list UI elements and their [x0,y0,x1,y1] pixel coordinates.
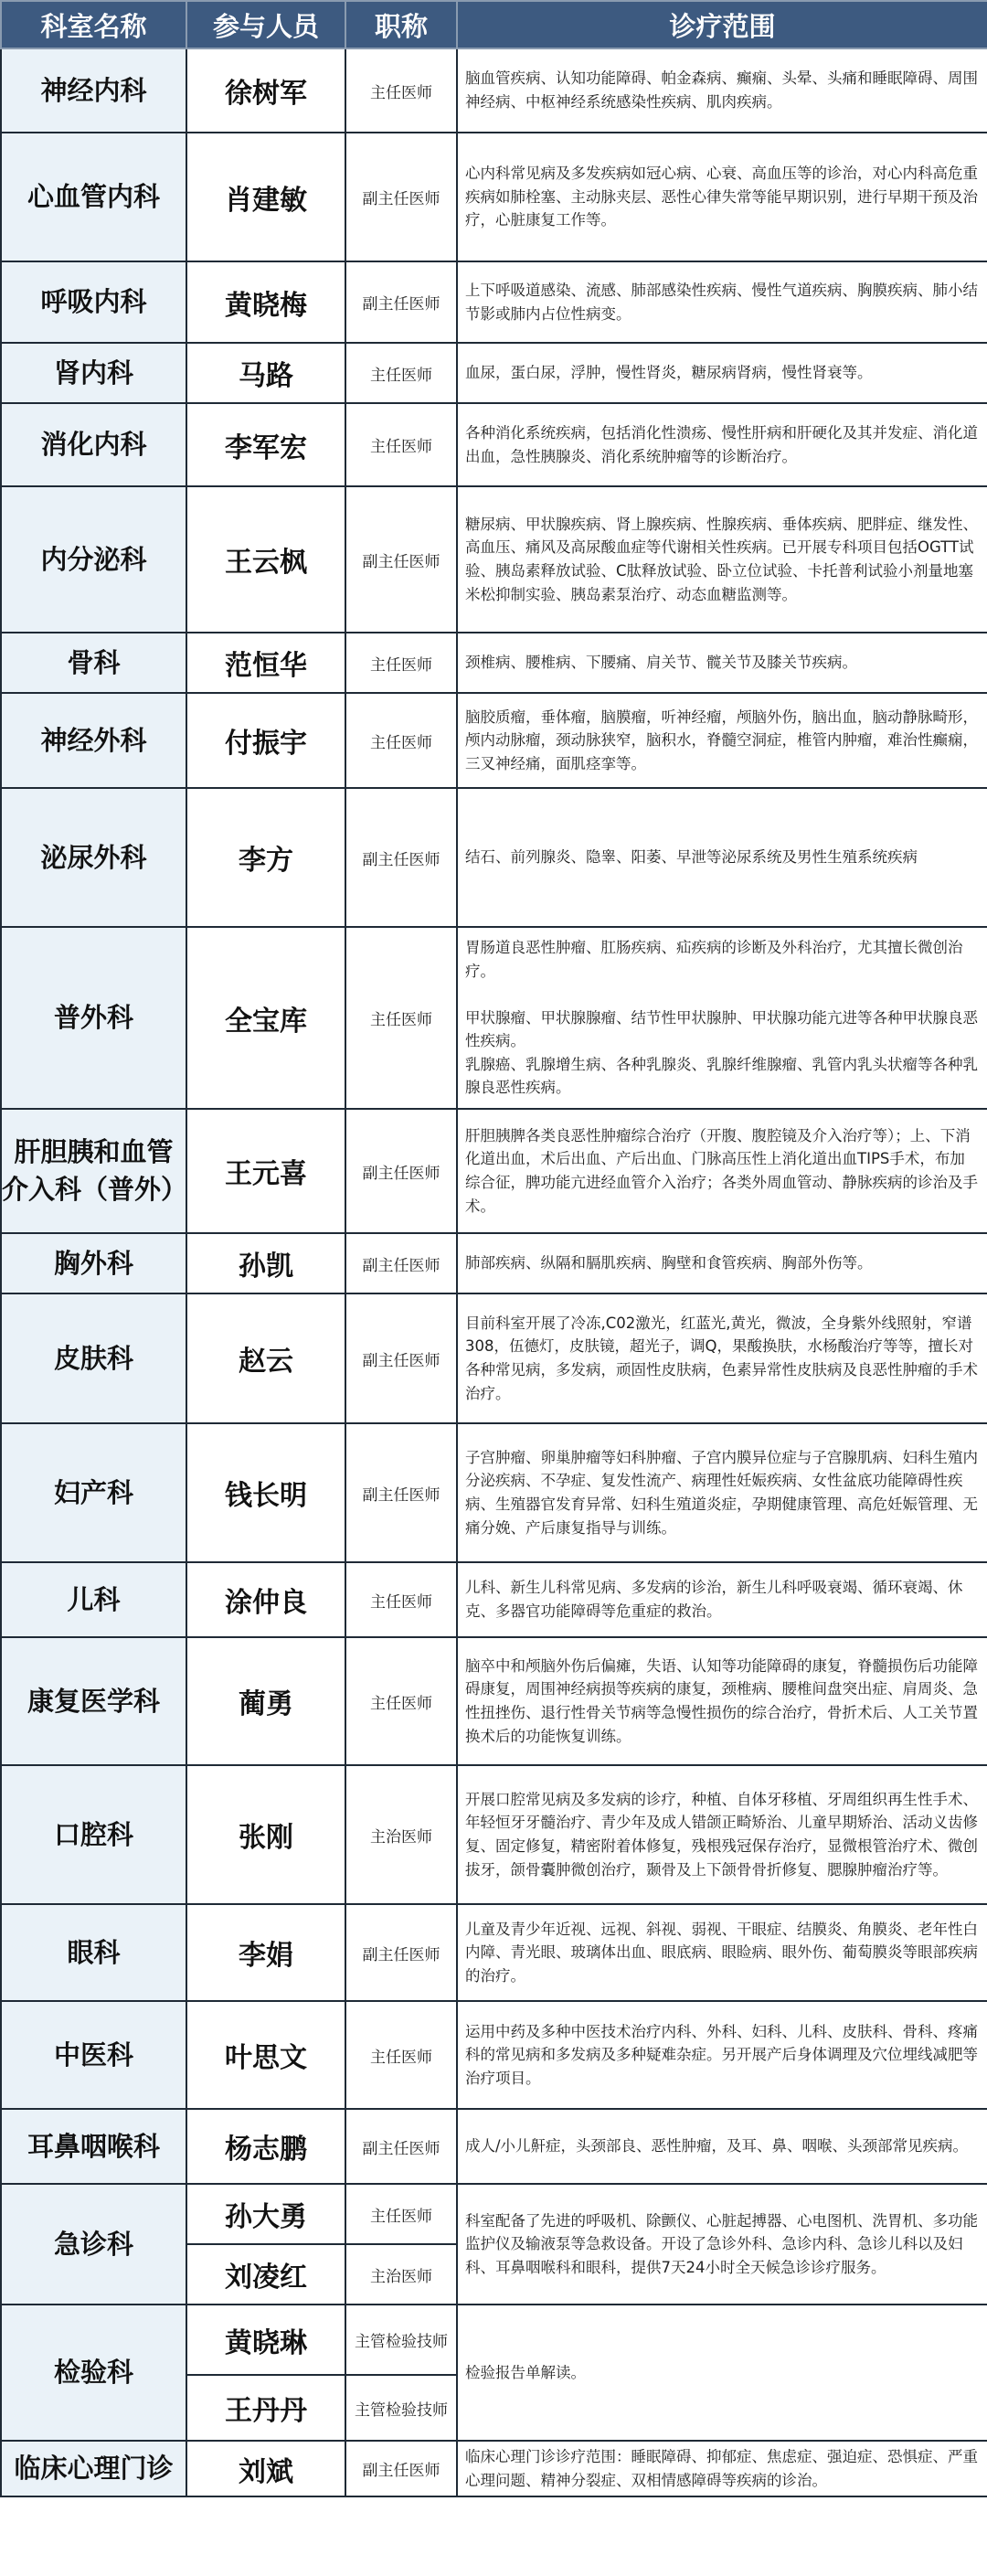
treatment-scope: 开展口腔常见病及多发病的诊疗，种植、自体牙移植、牙周组织再生性手术、年轻恒牙牙髓治疗、青少年及成人错颌正畸矫治、儿童早期矫治、活动义齿修复、固定修复，精密附着体修复，残根残冠保存治疗，显微根管治疗术、微创拔牙，颌骨囊肿微创治疗，颞骨及上下颌骨骨折修复、腮腺肿瘤治疗等。 [457,1765,987,1904]
table-row [1,1109,987,1233]
staff-name: 黄晓琳 [186,2305,345,2375]
staff-name: 王丹丹 [186,2375,345,2441]
dept-name: 中医科 [1,2001,186,2109]
table-row [1,2001,987,2109]
header-dept: 科室名称 [1,1,186,48]
treatment-scope: 儿科、新生儿科常见病、多发病的诊治，新生儿科呼吸衰竭、循环衰竭、休克、多器官功能障碍等危重症的救治。 [457,1562,987,1637]
treatment-scope: 儿童及青少年近视、远视、斜视、弱视、干眼症、结膜炎、角膜炎、老年性白内障、青光眼、玻璃体出血、眼底病、眼睑病、眼外伤、葡萄膜炎等眼部疾病的治疗。 [457,1904,987,2001]
staff-title: 主任医师 [345,693,457,788]
table-row [1,1423,987,1562]
staff-title: 主任医师 [345,343,457,403]
treatment-scope: 目前科室开展了冷冻,C02激光，红蓝光,黄光，微波，全身紫外线照射，窄谱308，伍德灯，皮肤镜，超光子，调Q，果酸换肤，水杨酸治疗等等，擅长对各种常见病，多发病，顽固性皮肤病，色素异常性皮肤病及良恶性肿瘤的手术治疗。 [457,1293,987,1423]
dept-name: 骨科 [1,633,186,693]
staff-title: 主任医师 [345,48,457,133]
staff-title: 副主任医师 [345,2441,457,2496]
treatment-scope: 脑血管疾病、认知功能障碍、帕金森病、癫痫、头晕、头痛和睡眠障碍、周围神经病、中枢神经系统感染性疾病、肌肉疾病。 [457,48,987,133]
staff-title: 副主任医师 [345,261,457,343]
staff-title: 主任医师 [345,1562,457,1637]
table-row [1,693,987,788]
staff-title: 副主任医师 [345,486,457,633]
staff-title: 主任医师 [345,403,457,486]
table-row [1,48,987,133]
staff-name: 肖建敏 [186,133,345,261]
staff-title: 副主任医师 [345,1293,457,1423]
treatment-scope: 糖尿病、甲状腺疾病、肾上腺疾病、性腺疾病、垂体疾病、肥胖症、继发性、高血压、痛风及高尿酸血症等代谢相关性疾病。已开展专科项目包括OGTT试验、胰岛素释放试验、C肽释放试验、卧立位试验、卡托普利试验小剂量地塞米松抑制实验、胰岛素泵治疗、动态血糖监测等。 [457,486,987,633]
treatment-scope: 颈椎病、腰椎病、下腰痛、肩关节、髋关节及膝关节疾病。 [457,633,987,693]
staff-name: 徐树军 [186,48,345,133]
treatment-scope: 血尿，蛋白尿，浮肿，慢性肾炎，糖尿病肾病，慢性肾衰等。 [457,343,987,403]
treatment-scope: 科室配备了先进的呼吸机、除颤仪、心脏起搏器、心电图机、洗胃机、多功能监护仪及输液泵等急救设备。开设了急诊外科、急诊内科、急诊儿科以及妇科、耳鼻咽喉科和眼科，提供7天24小时全天候急诊诊疗服务。 [457,2184,987,2305]
dept-name: 检验科 [1,2305,186,2441]
dept-name: 呼吸内科 [1,261,186,343]
treatment-scope: 各种消化系统疾病，包括消化性溃疡、慢性肝病和肝硬化及其并发症、消化道出血，急性胰腺炎、消化系统肿瘤等的诊断治疗。 [457,403,987,486]
dept-name: 儿科 [1,1562,186,1637]
staff-title: 主任医师 [345,927,457,1109]
treatment-scope: 上下呼吸道感染、流感、肺部感染性疾病、慢性气道疾病、胸膜疾病、肺小结节影或肺内占位性病变。 [457,261,987,343]
header-row [1,1,987,48]
staff-name: 刘斌 [186,2441,345,2496]
staff-name: 全宝库 [186,927,345,1109]
table-row [1,2109,987,2184]
dept-name: 神经外科 [1,693,186,788]
staff-title: 主任医师 [345,633,457,693]
staff-name: 张刚 [186,1765,345,1904]
staff-title: 主任医师 [345,2184,457,2244]
staff-name: 李娟 [186,1904,345,2001]
staff-name: 赵云 [186,1293,345,1423]
dept-name: 皮肤科 [1,1293,186,1423]
staff-name: 蔺勇 [186,1637,345,1765]
header-staff: 参与人员 [186,1,345,48]
treatment-scope: 检验报告单解读。 [457,2305,987,2441]
treatment-scope: 运用中药及多种中医技术治疗内科、外科、妇科、儿科、皮肤科、骨科、疼痛科的常见病和多发病及多种疑难杂症。另开展产后身体调理及穴位埋线减肥等治疗项目。 [457,2001,987,2109]
treatment-scope: 脑胶质瘤，垂体瘤，脑膜瘤，听神经瘤，颅脑外伤，脑出血，脑动静脉畸形，颅内动脉瘤，颈动脉狭窄，脑积水，脊髓空洞症，椎管内肿瘤，难治性癫痫，三叉神经痛，面肌痉挛等。 [457,693,987,788]
table-row [1,927,987,1109]
staff-title: 主治医师 [345,2244,457,2305]
table-row [1,486,987,633]
dept-name: 肾内科 [1,343,186,403]
table-row [1,133,987,261]
table-row [1,1904,987,2001]
staff-name: 黄晓梅 [186,261,345,343]
staff-title: 副主任医师 [345,1233,457,1293]
staff-name: 马路 [186,343,345,403]
table-row [1,261,987,343]
table-row [1,1233,987,1293]
staff-name: 孙大勇 [186,2184,345,2244]
dept-name: 心血管内科 [1,133,186,261]
table-row [1,2305,987,2375]
dept-name: 妇产科 [1,1423,186,1562]
header-title: 职称 [345,1,457,48]
dept-name: 临床心理门诊 [1,2441,186,2496]
treatment-scope: 结石、前列腺炎、隐睾、阳萎、早泄等泌尿系统及男性生殖系统疾病 [457,788,987,927]
dept-name: 泌尿外科 [1,788,186,927]
table-row [1,1293,987,1423]
staff-name: 王云枫 [186,486,345,633]
table-row [1,2441,987,2496]
staff-title: 主任医师 [345,1637,457,1765]
staff-name: 刘凌红 [186,2244,345,2305]
treatment-scope: 肝胆胰脾各类良恶性肿瘤综合治疗（开腹、腹腔镜及介入治疗等）；上、下消化道出血，术后出血、产后出血、门脉高压性上消化道出血TIPS手术，布加综合征，脾功能亢进经血管介入治疗；各类外周血管动、静脉疾病的诊治及手术。 [457,1109,987,1233]
dept-name: 内分泌科 [1,486,186,633]
staff-name: 范恒华 [186,633,345,693]
treatment-scope: 心内科常见病及多发疾病如冠心病、心衰、高血压等的诊治，对心内科高危重疾病如肺栓塞、主动脉夹层、恶性心律失常等能早期识别，进行早期干预及治疗，心脏康复工作等。 [457,133,987,261]
dept-name: 口腔科 [1,1765,186,1904]
table-row [1,2184,987,2244]
dept-name: 消化内科 [1,403,186,486]
table-row [1,1637,987,1765]
staff-title: 副主任医师 [345,1423,457,1562]
staff-title: 副主任医师 [345,1904,457,2001]
treatment-scope: 临床心理门诊诊疗范围：睡眠障碍、抑郁症、焦虑症、强迫症、恐惧症、严重心理问题、精神分裂症、双相情感障碍等疾病的诊治。 [457,2441,987,2496]
dept-name: 耳鼻咽喉科 [1,2109,186,2184]
dept-name: 康复医学科 [1,1637,186,1765]
table-row [1,788,987,927]
staff-name: 杨志鹏 [186,2109,345,2184]
treatment-scope: 成人/小儿鼾症，头颈部良、恶性肿瘤，及耳、鼻、咽喉、头颈部常见疾病。 [457,2109,987,2184]
treatment-scope: 肺部疾病、纵隔和膈肌疾病、胸壁和食管疾病、胸部外伤等。 [457,1233,987,1293]
table-row [1,1562,987,1637]
staff-title: 副主任医师 [345,133,457,261]
table-row [1,343,987,403]
staff-title: 主管检验技师 [345,2305,457,2375]
staff-name: 钱长明 [186,1423,345,1562]
staff-title: 主管检验技师 [345,2375,457,2441]
table-row [1,633,987,693]
dept-name: 普外科 [1,927,186,1109]
staff-name: 孙凯 [186,1233,345,1293]
dept-name: 眼科 [1,1904,186,2001]
table-row [1,403,987,486]
staff-title: 主任医师 [345,2001,457,2109]
dept-name: 胸外科 [1,1233,186,1293]
treatment-scope: 脑卒中和颅脑外伤后偏瘫，失语、认知等功能障碍的康复，脊髓损伤后功能障碍康复，周围神经病损等疾病的康复，颈椎病、腰椎间盘突出症、肩周炎、急性扭挫伤、退行性骨关节病等急慢性损伤的综合治疗，骨折术后、人工关节置换术后的功能恢复训练。 [457,1637,987,1765]
staff-name: 王元喜 [186,1109,345,1233]
table-row [1,1765,987,1904]
table-body [1,48,987,2496]
staff-title: 副主任医师 [345,1109,457,1233]
dept-name: 神经内科 [1,48,186,133]
staff-title: 副主任医师 [345,788,457,927]
treatment-scope: 子宫肿瘤、卵巢肿瘤等妇科肿瘤、子宫内膜异位症与子宫腺肌病、妇科生殖内分泌疾病、不孕症、复发性流产、病理性妊娠疾病、女性盆底功能障碍性疾病、生殖器官发育异常、妇科生殖道炎症，孕期健康管理、高危妊娠管理、无痛分娩、产后康复指导与训练。 [457,1423,987,1562]
header-scope: 诊疗范围 [457,1,987,48]
staff-title: 副主任医师 [345,2109,457,2184]
staff-name: 付振宇 [186,693,345,788]
staff-name: 涂仲良 [186,1562,345,1637]
staff-title: 主治医师 [345,1765,457,1904]
staff-name: 叶思文 [186,2001,345,2109]
treatment-scope: 胃肠道良恶性肿瘤、肛肠疾病、疝疾病的诊断及外科治疗，尤其擅长微创治疗。 甲状腺瘤、甲状腺腺瘤、结节性甲状腺肿、甲状腺功能亢进等各种甲状腺良恶性疾病。 乳腺癌、乳腺增生病、各种乳腺炎、乳腺纤维腺瘤、乳管内乳头状瘤等各种乳腺良恶性疾病。 [457,927,987,1109]
dept-name: 肝胆胰和血管介入科（普外） [1,1109,186,1233]
staff-name: 李军宏 [186,403,345,486]
dept-name: 急诊科 [1,2184,186,2305]
staff-name: 李方 [186,788,345,927]
